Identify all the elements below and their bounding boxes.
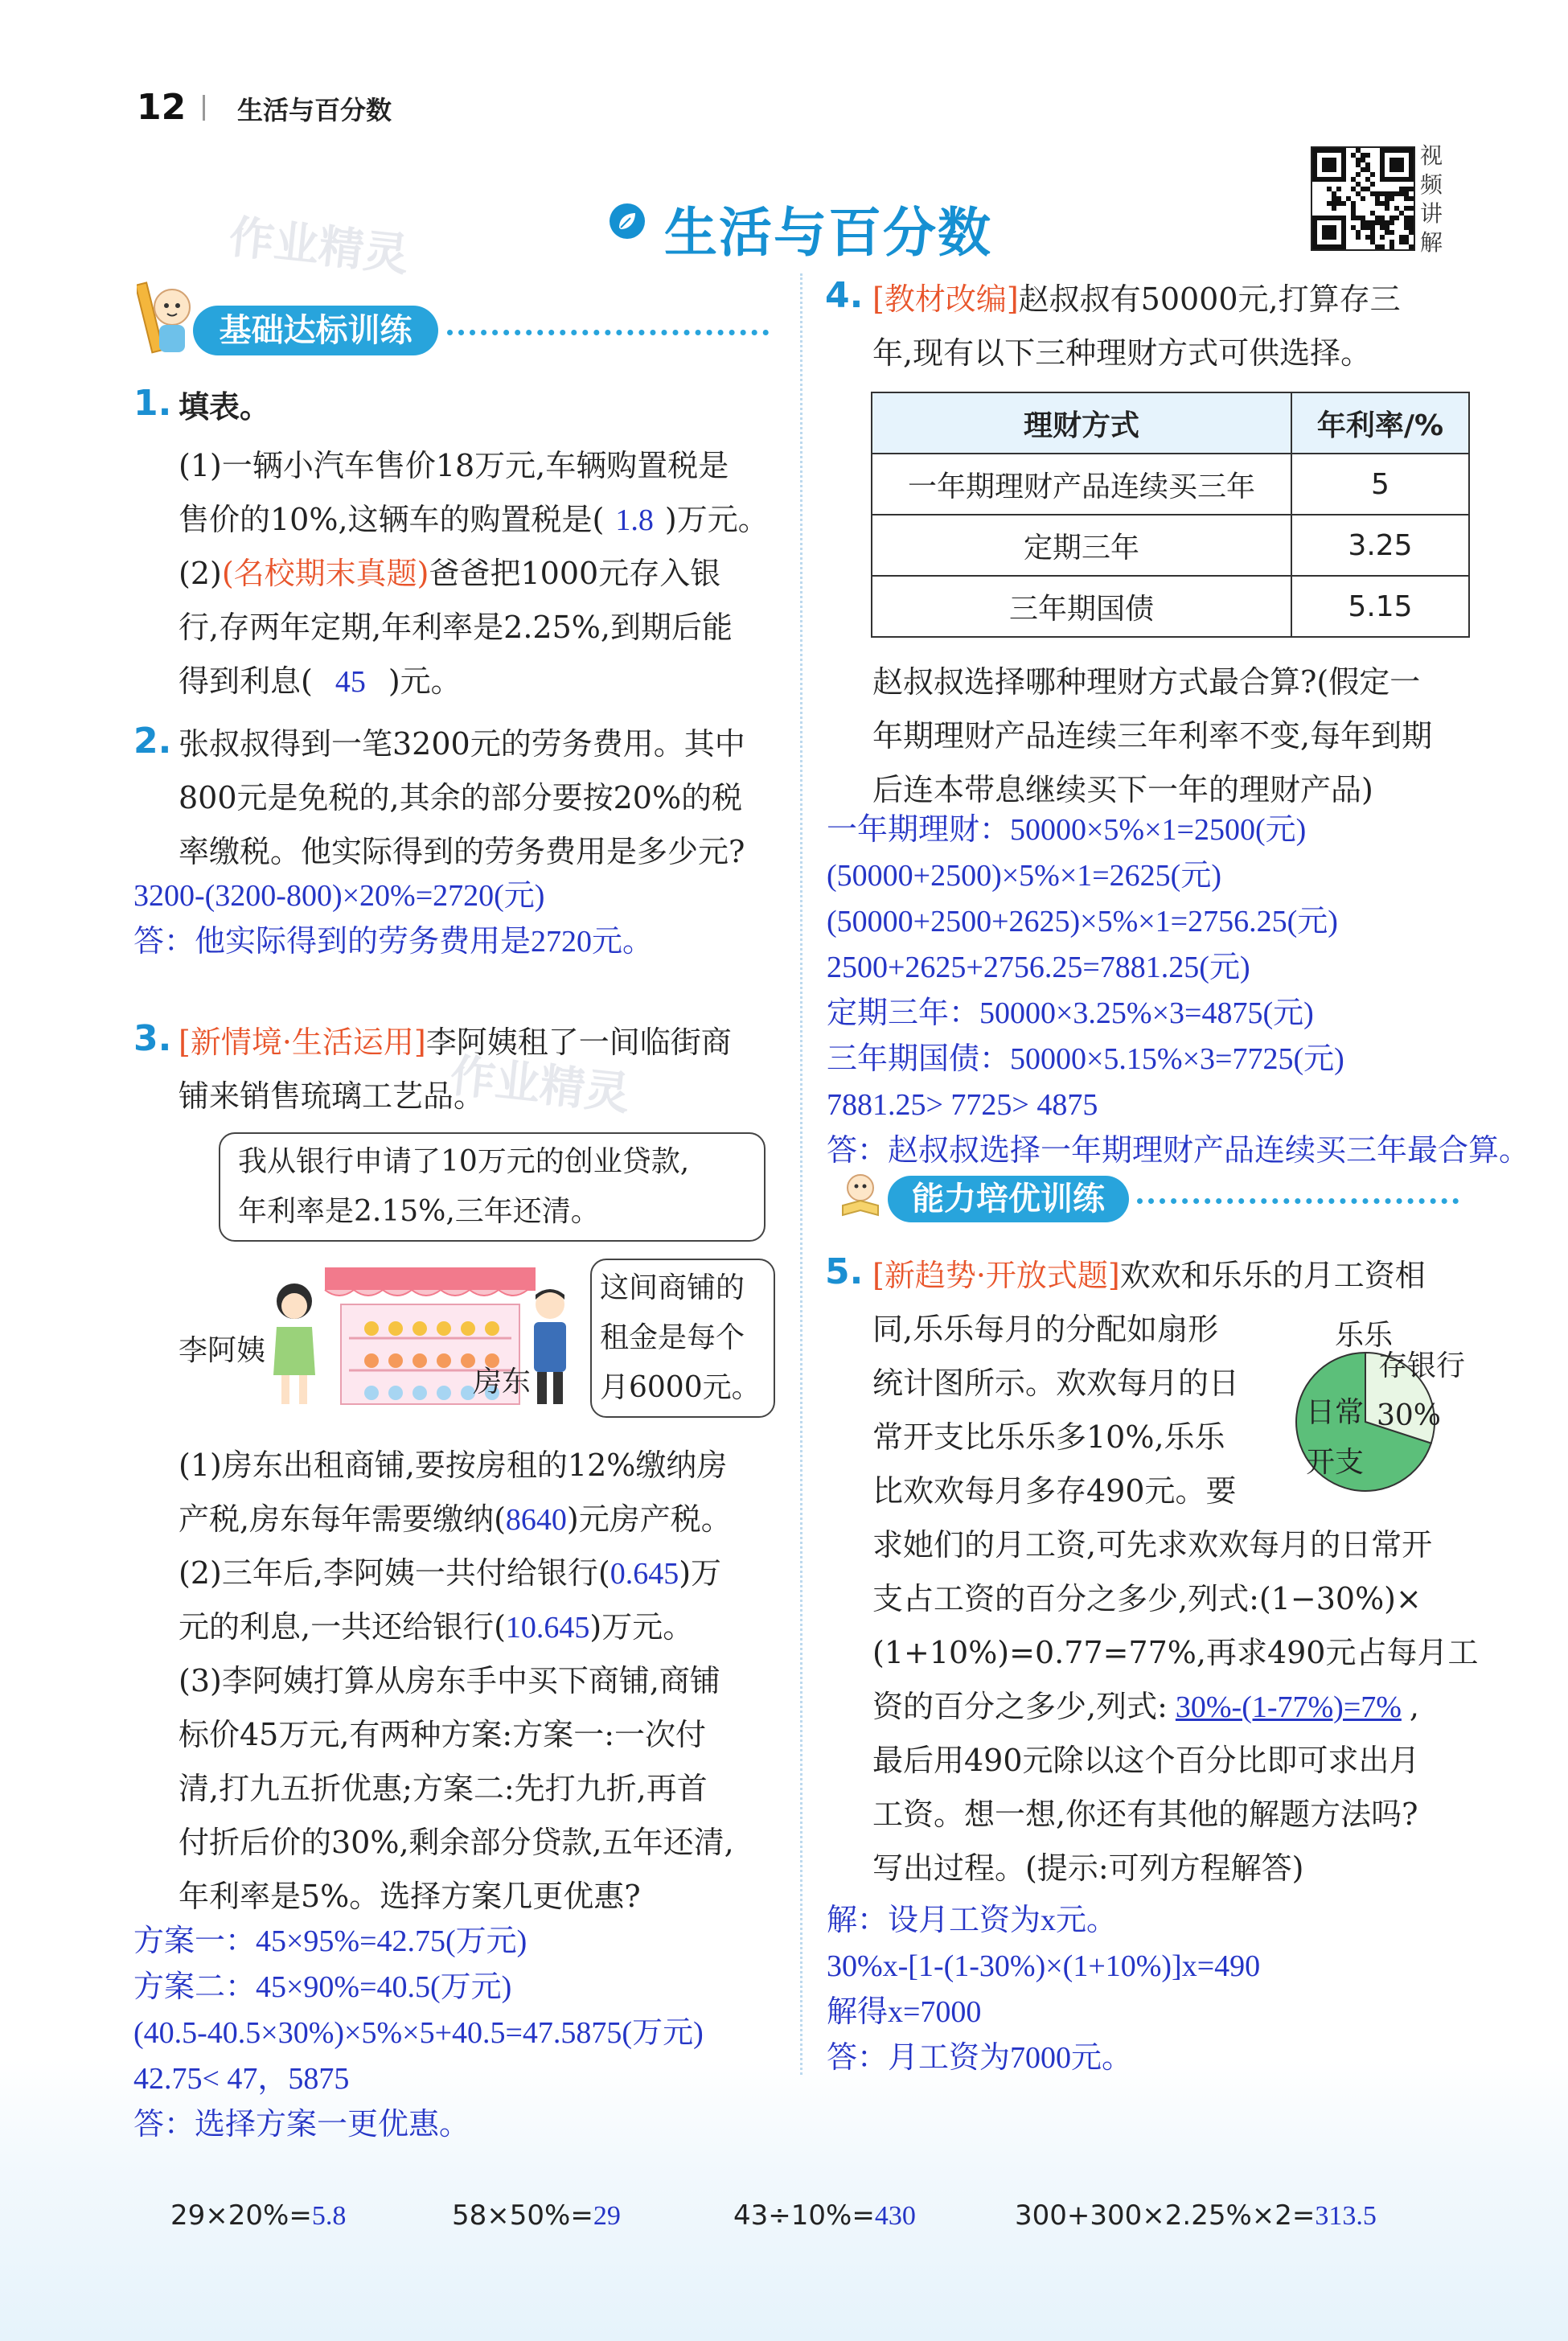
question-text (872, 1680, 1419, 1734)
text-span: 爸爸把1000元存入银 (429, 556, 721, 591)
footer-answer: 313.5 (1315, 2201, 1377, 2231)
footer-expression: 43÷10%= (733, 2199, 875, 2232)
header-divider (203, 95, 205, 121)
table-header: 年利率/% (1291, 392, 1469, 454)
leaf-icon (610, 203, 645, 239)
question-number: 3. (133, 1018, 172, 1059)
question-text: (1+10%)=0.77=77%,再求490元占每月工 (872, 1635, 1479, 1670)
text-span: 赵叔叔有50000元,打算存三 (1018, 281, 1401, 317)
text-span: 得到利息( (179, 663, 313, 699)
text-span: (2) (179, 556, 222, 591)
text-span: 李阿姨租了一间临街商 (425, 1025, 732, 1060)
answer-line: 2500+2625+2756.25=7881.25(元) (827, 951, 1250, 984)
footer-expression: 300+300×2.25%×2= (1015, 2199, 1316, 2232)
question-text (179, 1493, 732, 1546)
character-label: 房东 (473, 1366, 532, 1398)
qr-caption-char: 解 (1420, 229, 1443, 256)
question-text (179, 493, 769, 547)
question-text: 统计图所示。欢欢每月的日 (872, 1366, 1240, 1401)
qr-module (1389, 220, 1394, 225)
text-span: )元房产税。 (566, 1501, 732, 1537)
fill-answer: 10.645 (505, 1611, 590, 1645)
qr-caption-char: 视 (1420, 142, 1443, 169)
question-text: 求她们的月工资,可先求欢欢每月的日常开 (872, 1527, 1433, 1563)
question-text: 常开支比乐乐多10%,乐乐 (872, 1419, 1225, 1455)
question-text: 工资。想一想,你还有其他的解题方法吗? (872, 1797, 1418, 1832)
answer-line: 解：设月工资为x元。 (827, 1904, 1118, 1937)
footer-item (452, 2189, 621, 2243)
question-text: 最后用490元除以这个百分比即可求出月 (872, 1743, 1420, 1778)
answer-line: 答：月工资为7000元。 (827, 2041, 1133, 2075)
answer-line: 答：他实际得到的劳务费用是2720元。 (133, 925, 654, 959)
woman-figure (265, 1279, 323, 1407)
question-text: 支占工资的百分之多少,列式:(1−30%)× (872, 1581, 1422, 1616)
qr-module (1409, 230, 1414, 235)
table-header-row (872, 392, 1469, 454)
header-section-title: 生活与百分数 (237, 95, 392, 125)
table-row (872, 454, 1469, 515)
qr-module (1341, 177, 1346, 182)
qr-code[interactable] (1311, 146, 1415, 251)
text-span: )万元。 (589, 1609, 694, 1645)
text-span: )万元。 (664, 502, 769, 537)
qr-module (1356, 235, 1361, 240)
question-text (179, 655, 462, 708)
qr-module (1394, 216, 1399, 220)
answer-line: 方案二：45×90%=40.5(万元) (133, 1970, 512, 2004)
pie-title: 乐乐 (1335, 1319, 1394, 1352)
table-row (872, 515, 1469, 576)
text-span: 欢欢和乐乐的月工资相 (1119, 1258, 1426, 1293)
table-cell: 一年期理财产品连续买三年 (872, 454, 1291, 515)
question-text: 年利率是5%。选择方案几更优惠? (179, 1879, 641, 1914)
question-text: 年,现有以下三种理财方式可供选择。 (872, 335, 1372, 371)
question-text: 标价45万元,有两种方案:方案一:一次付 (179, 1717, 707, 1752)
question-text (179, 1016, 732, 1069)
question-text: 付折后价的30%,剩余部分贷款,五年还清, (179, 1825, 734, 1860)
text-span: 售价的10%,这辆车的购置税是( (179, 502, 605, 537)
question-text: 清,打九五折优惠;方案二:先打九折,再首 (179, 1771, 708, 1806)
table-cell: 5.15 (1291, 576, 1469, 637)
text-span: , (1409, 1689, 1419, 1724)
qr-module (1341, 201, 1346, 206)
question-text (872, 273, 1401, 326)
text-span: )万 (679, 1555, 722, 1591)
fill-answer: 8640 (505, 1503, 567, 1537)
question-text: 后连本带息继续买下一年的理财产品) (872, 772, 1373, 807)
answer-line: 答：选择方案一更优惠。 (133, 2108, 470, 2142)
text-span: )元。 (388, 663, 462, 699)
question-text: (1)一辆小汽车售价18万元,车辆购置税是 (179, 448, 729, 483)
question-number: 2. (133, 721, 172, 762)
qr-module (1356, 172, 1361, 177)
page-number: 12 (137, 87, 187, 128)
answer-line: (50000+2500)×5%×1=2625(元) (827, 859, 1221, 893)
question-text: 铺来销售琉璃工艺品。 (179, 1078, 485, 1114)
section-banner-advanced: 能力培优训练 (888, 1176, 1129, 1222)
footer-answer: 430 (874, 2201, 916, 2231)
man-figure (524, 1285, 576, 1407)
footer-expression: 58×50%= (452, 2199, 593, 2232)
footer-item (733, 2189, 916, 2243)
qr-caption-char: 频 (1420, 171, 1443, 198)
question-text: 比欢欢每月多存490元。要 (872, 1473, 1237, 1509)
fill-answer: 0.645 (610, 1557, 679, 1591)
question-text: 写出过程。(提示:可列方程解答) (872, 1850, 1304, 1886)
answer-line: 7881.25> 7725> 4875 (827, 1088, 1098, 1122)
table-cell: 5 (1291, 454, 1469, 515)
qr-module (1332, 167, 1336, 172)
pie-slice-label: 日常 (1306, 1396, 1365, 1429)
bubble-line: 月6000元。 (600, 1371, 761, 1404)
finance-table (871, 392, 1470, 638)
table-cell: 定期三年 (872, 515, 1291, 576)
answer-line: 42.75< 47，5875 (133, 2062, 350, 2096)
section-divider (447, 330, 769, 340)
qr-module (1389, 244, 1394, 249)
answer-line: 解得x=7000 (827, 1995, 982, 2029)
qr-module (1385, 206, 1389, 211)
text-span: (2)三年后,李阿姨一共付给银行( (179, 1555, 610, 1591)
character-label: 李阿姨 (179, 1334, 266, 1367)
question-tag: [新情境·生活运用] (179, 1025, 426, 1060)
footer-answer: 5.8 (311, 2201, 347, 2231)
qr-caption (1420, 142, 1447, 257)
qr-module (1409, 187, 1414, 191)
text-span: 资的百分之多少,列式: (872, 1689, 1168, 1724)
question-text: 赵叔叔选择哪种理财方式最合算?(假定一 (872, 664, 1421, 700)
answer-line: (40.5-40.5×30%)×5%×5+40.5=47.5875(万元) (133, 2016, 704, 2050)
answer-line: 一年期理财：50000×5%×1=2500(元) (827, 813, 1307, 847)
text-span: 元的利息,一共还给银行( (179, 1609, 506, 1645)
qr-module (1409, 244, 1414, 249)
qr-module (1336, 187, 1341, 191)
question-text: 行,存两年定期,年利率是2.25%,到期后能 (179, 610, 733, 645)
reading-cat-icon (836, 1170, 885, 1218)
question-title: 填表。 (179, 389, 271, 425)
pie-slice-value: 30% (1377, 1399, 1442, 1432)
answer-line: 3200-(3200-800)×20%=2720(元) (133, 879, 545, 913)
bubble-line: 年利率是2.15%,三年还清。 (238, 1195, 600, 1228)
qr-module (1380, 244, 1385, 249)
answer-line: 30%x-[1-(1-30%)×(1+10%)]x=490 (827, 1949, 1261, 1983)
bubble-line: 这间商铺的 (600, 1271, 745, 1304)
page-title: 生活与百分数 (664, 202, 992, 264)
speech-bubble-left (219, 1132, 766, 1242)
footer-item (170, 2189, 346, 2243)
question-text (179, 1600, 693, 1654)
table-cell: 3.25 (1291, 515, 1469, 576)
bubble-line: 我从银行申请了10万元的创业贷款, (238, 1145, 690, 1178)
watermark: 作业精灵 (226, 211, 412, 282)
watermark: 作业精灵 (447, 1049, 633, 1121)
fill-answer: 45 (335, 665, 366, 699)
bubble-line: 租金是每个 (600, 1321, 745, 1354)
qr-module (1361, 196, 1365, 201)
question-text: (1)房东出租商铺,要按房租的12%缴纳房 (179, 1448, 728, 1483)
qr-module (1380, 235, 1385, 240)
question-text (179, 547, 720, 600)
question-text: 800元是免税的,其余的部分要按20%的税 (179, 780, 743, 815)
answer-line: (50000+2500+2625)×5%×1=2756.25(元) (827, 905, 1338, 938)
question-tag: [新趋势·开放式题] (872, 1258, 1120, 1293)
question-text: 张叔叔得到一笔3200元的劳务费用。其中 (179, 726, 745, 762)
pie-slice-label: 开支 (1306, 1446, 1365, 1479)
section-banner-basic: 基础达标训练 (193, 306, 438, 355)
column-divider (800, 273, 802, 2075)
pie-slice-label: 存银行 (1378, 1349, 1466, 1382)
table-header: 理财方式 (872, 392, 1291, 454)
qr-module (1399, 167, 1404, 172)
speech-bubble-right (590, 1259, 775, 1418)
qr-module (1389, 196, 1394, 201)
section-divider (1137, 1198, 1459, 1209)
question-number: 4. (825, 275, 864, 316)
answer-line: 定期三年：50000×3.25%×3=4875(元) (827, 996, 1314, 1030)
question-text: 率缴税。他实际得到的劳务费用是多少元? (179, 834, 745, 869)
qr-caption-char: 讲 (1420, 200, 1443, 227)
question-text (872, 1249, 1426, 1302)
pencil-cat-icon (137, 275, 185, 363)
question-number: 1. (133, 383, 172, 424)
table-row (872, 576, 1469, 637)
text-span: 产税,房东每年需要缴纳( (179, 1501, 506, 1537)
qr-module (1409, 206, 1414, 211)
question-text: 年期理财产品连续三年利率不变,每年到期 (872, 718, 1433, 754)
footer-answer: 29 (593, 2201, 621, 2231)
qr-module (1409, 177, 1414, 182)
question-number: 5. (825, 1251, 864, 1292)
fill-answer: 1.8 (615, 503, 654, 537)
qr-module (1365, 153, 1370, 158)
question-text (179, 1546, 721, 1600)
footer-item (1015, 2189, 1377, 2243)
qr-module (1370, 172, 1375, 177)
fill-answer: 30%-(1-77%)=7% (1175, 1690, 1402, 1724)
qr-module (1409, 196, 1414, 201)
table-cell: 三年期国债 (872, 576, 1291, 637)
answer-line: 方案一：45×95%=42.75(万元) (133, 1924, 527, 1958)
footer-expression: 29×20%= (170, 2199, 312, 2232)
qr-module (1332, 235, 1336, 240)
qr-module (1370, 182, 1375, 187)
qr-module (1389, 230, 1394, 235)
answer-line: 三年期国债：50000×5.15%×3=7725(元) (827, 1042, 1344, 1076)
answer-line: 答：赵叔叔选择一年期理财产品连续买三年最合算。 (827, 1134, 1530, 1168)
qr-module (1332, 206, 1336, 211)
qr-module (1341, 244, 1346, 249)
question-tag: (名校期末真题) (221, 556, 429, 591)
question-text: 同,乐乐每月的分配如扇形 (872, 1312, 1219, 1347)
question-text: (3)李阿姨打算从房东手中买下商铺,商铺 (179, 1663, 720, 1698)
question-tag: [教材改编] (872, 281, 1019, 317)
